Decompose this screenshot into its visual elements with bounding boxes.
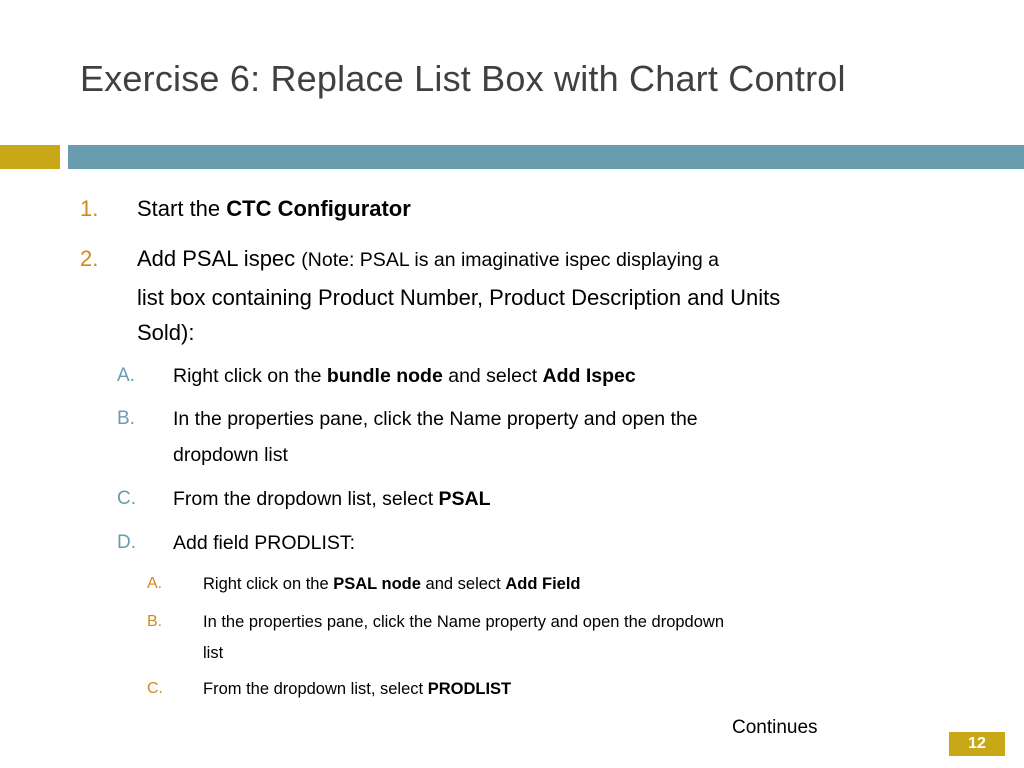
list-marker: B. [147, 613, 163, 630]
list-item-text: In the properties pane, click the Name property and open the dropdown [203, 613, 724, 631]
list-marker: 2. [80, 246, 99, 271]
list-marker: 1. [80, 196, 99, 221]
list-item-note-line: Sold): [137, 320, 195, 345]
list-marker: C. [117, 488, 136, 509]
slide-title: Exercise 6: Replace List Box with Chart Control [80, 58, 846, 99]
list-marker: C. [147, 680, 163, 697]
list-item-text: Add field PRODLIST: [173, 532, 356, 554]
list-item-text-line: list [203, 644, 224, 662]
continues-label: Continues [732, 717, 818, 738]
list-marker: D. [117, 532, 136, 553]
list-item-text: Right click on the PSAL node and select Add Field [203, 575, 581, 593]
list-item-text: Add PSAL ispec (Note: PSAL is an imaginative ispec displaying a [137, 246, 719, 271]
list-marker: B. [117, 408, 135, 429]
list-marker: A. [147, 575, 163, 592]
list-item-text-line: dropdown list [173, 444, 288, 466]
list-item-text: From the dropdown list, select PSAL [173, 488, 491, 510]
list-item-text: From the dropdown list, select PRODLIST [203, 680, 512, 698]
list-item-text: Start the CTC Configurator [137, 196, 411, 221]
list-item-text: In the properties pane, click the Name property and open the [173, 408, 698, 430]
page-number-badge: 12 [949, 732, 1005, 756]
list-item-note-line: list box containing Product Number, Product Description and Units [137, 285, 781, 310]
list-marker: A. [117, 365, 135, 386]
list-item-text: Right click on the bundle node and select Add Ispec [173, 365, 636, 387]
